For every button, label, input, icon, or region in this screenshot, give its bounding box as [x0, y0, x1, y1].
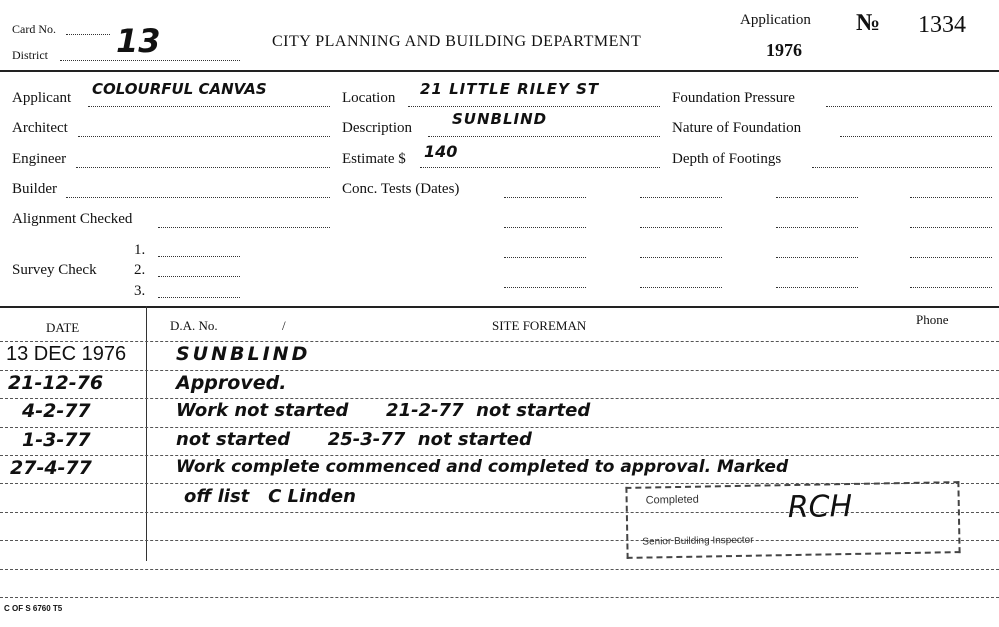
alignment-line	[158, 227, 330, 228]
conc-line-9	[504, 257, 586, 258]
entry-date: 1-3-77	[22, 429, 91, 451]
survey-num-1: 1.	[134, 242, 146, 258]
log-rule	[0, 341, 999, 342]
applicant-label: Applicant	[12, 90, 72, 106]
date-column-divider	[146, 306, 147, 561]
conc-line-7	[776, 227, 858, 228]
application-label: Application	[740, 12, 811, 28]
inspector-initials: RCH	[787, 488, 853, 526]
stamp-inspector-text: Senior Building Inspector	[642, 534, 754, 548]
builder-line	[66, 197, 330, 198]
form-code: C OF S 6760 T5	[4, 604, 63, 613]
district-line	[60, 60, 240, 61]
conc-line-12	[910, 257, 992, 258]
survey-num-3: 3.	[134, 283, 146, 299]
engineer-label: Engineer	[12, 151, 67, 167]
survey-line-3	[158, 297, 240, 298]
description-label: Description	[342, 120, 412, 136]
location-label: Location	[342, 90, 396, 106]
applicant-value: COLOURFUL CANVAS	[92, 80, 267, 98]
application-number: 1334	[918, 12, 966, 38]
conc-tests-label: Conc. Tests (Dates)	[342, 181, 460, 197]
completed-stamp	[625, 481, 960, 559]
log-rule	[0, 398, 999, 399]
survey-num-2: 2.	[134, 262, 146, 278]
number-sign: №	[856, 10, 881, 36]
conc-line-10	[640, 257, 722, 258]
engineer-line	[76, 167, 330, 168]
entry-date: 27-4-77	[10, 457, 92, 479]
survey-label: Survey Check	[12, 262, 97, 278]
department-title: CITY PLANNING AND BUILDING DEPARTMENT	[272, 33, 642, 50]
col-site-foreman: SITE FOREMAN	[492, 318, 587, 333]
location-line	[408, 106, 660, 107]
conc-line-16	[910, 287, 992, 288]
col-date: DATE	[46, 320, 80, 335]
stamp-completed-text: Completed	[645, 493, 699, 507]
entry-date: 21-12-76	[8, 372, 104, 394]
entry-text: not started 25-3-77 not started	[176, 429, 532, 450]
log-rule	[0, 370, 999, 371]
entry-text: off list C Linden	[184, 486, 356, 507]
conc-line-14	[640, 287, 722, 288]
nature-foundation-line	[840, 136, 992, 137]
builder-label: Builder	[12, 181, 57, 197]
entry-text: Approved.	[176, 372, 287, 394]
card-no-label: Card No.	[12, 22, 56, 36]
entry-date: 4-2-77	[22, 400, 91, 422]
alignment-label: Alignment Checked	[12, 211, 133, 227]
col-phone: Phone	[916, 312, 949, 327]
conc-line-11	[776, 257, 858, 258]
description-line	[428, 136, 660, 137]
estimate-line	[420, 167, 660, 168]
location-value: 21 LITTLE RILEY ST	[420, 80, 600, 98]
entry-text: Work not started 21-2-77 not started	[176, 400, 591, 421]
application-year: 1976	[766, 40, 802, 60]
conc-line-13	[504, 287, 586, 288]
foundation-pressure-label: Foundation Pressure	[672, 90, 795, 106]
survey-line-1	[158, 256, 240, 257]
survey-line-2	[158, 276, 240, 277]
col-da-no: D.A. No.	[170, 318, 218, 333]
log-rule	[0, 455, 999, 456]
district-value: 13	[116, 22, 161, 60]
log-rule	[0, 597, 999, 598]
log-top-rule	[0, 306, 999, 308]
estimate-value: 140	[424, 142, 458, 161]
conc-line-2	[640, 197, 722, 198]
conc-line-3	[776, 197, 858, 198]
card-no-line	[66, 34, 110, 35]
nature-foundation-label: Nature of Foundation	[672, 120, 802, 136]
log-rule	[0, 427, 999, 428]
depth-footings-line	[812, 167, 992, 168]
conc-line-15	[776, 287, 858, 288]
applicant-line	[88, 106, 330, 107]
architect-label: Architect	[12, 120, 68, 136]
conc-line-5	[504, 227, 586, 228]
conc-line-8	[910, 227, 992, 228]
foundation-pressure-line	[826, 106, 992, 107]
architect-line	[78, 136, 330, 137]
description-value: SUNBLIND	[452, 110, 548, 128]
header-divider	[0, 70, 999, 72]
col-slash: /	[282, 318, 286, 333]
conc-line-6	[640, 227, 722, 228]
log-rule	[0, 569, 999, 570]
district-label: District	[12, 48, 48, 62]
entry-text: SUNBLIND	[176, 343, 311, 365]
conc-line-1	[504, 197, 586, 198]
estimate-label: Estimate $	[342, 151, 406, 167]
depth-footings-label: Depth of Footings	[672, 151, 782, 167]
entry-text: Work complete commenced and completed to approval. Marked	[176, 457, 789, 477]
conc-line-4	[910, 197, 992, 198]
entry-date: 13 DEC 1976	[6, 343, 127, 365]
